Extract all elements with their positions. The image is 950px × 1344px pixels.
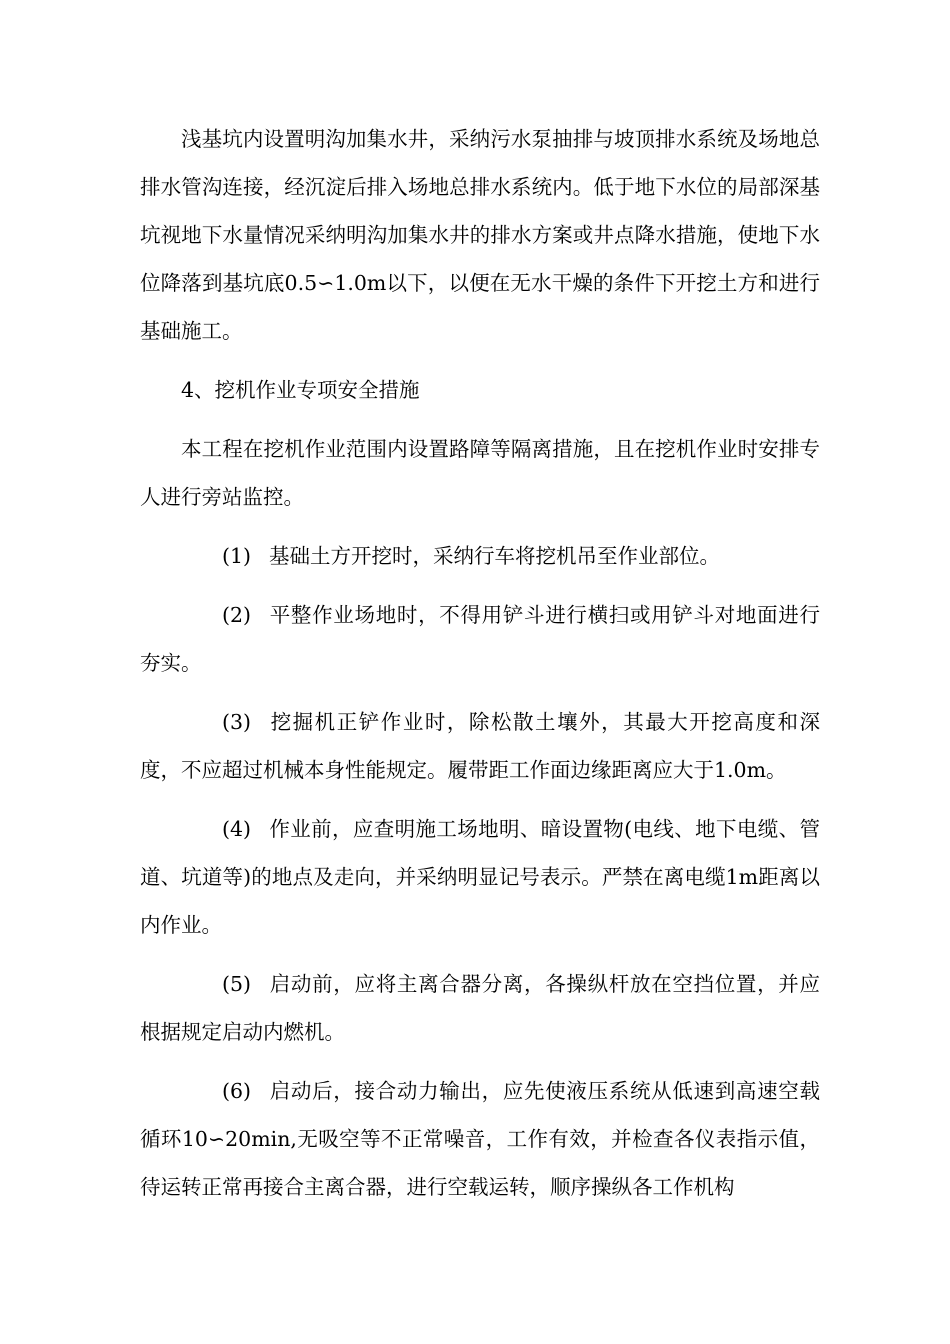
document-body	[140, 115, 820, 1222]
item-number: (1)	[222, 544, 252, 568]
paragraph-isolation: 本工程在挖机作业范围内设置路障等隔离措施，且在挖机作业时安排专人进行旁站监控。	[140, 437, 820, 509]
item-text: 基础土方开挖时，采纳行车将挖机吊至作业部位。	[269, 544, 721, 568]
list-item-2	[140, 591, 820, 687]
item-number: (6)	[222, 1079, 252, 1103]
item-text: 启动后，接合动力输出，应先使液压系统从低速到高速空载循环10∽20min,无吸空等不正常噪音，工作有效，并检查各仪表指示值，待运转正常再接合主离合器，进行空载运转，顺序操纵各工作机构	[140, 1079, 820, 1199]
list-item-6	[140, 1067, 820, 1211]
list-item-5	[140, 960, 820, 1056]
section-heading: 4、挖机作业专项安全措施	[181, 378, 420, 402]
item-text: 启动前，应将主离合器分离，各操纵杆放在空挡位置，并应根据规定启动内燃机。	[140, 972, 820, 1044]
item-number: (4)	[222, 817, 252, 841]
item-number: (3)	[222, 710, 252, 734]
paragraph-drainage: 浅基坑内设置明沟加集水井，采纳污水泵抽排与坡顶排水系统及场地总排水管沟连接，经沉淀后排入场地总排水系统内。低于地下水位的局部深基坑视地下水量情况采纳明沟加集水井的排水方案或井点降水措施，使地下水位降落到基坑底0.5∽1.0m以下，以便在无水干燥的条件下开挖土方和进行基础施工。	[140, 127, 820, 343]
item-text: 作业前，应查明施工场地明、暗设置物(电线、地下电缆、管道、坑道等)的地点及走向，并采纳明显记号表示。严禁在离电缆1m距离以内作业。	[140, 817, 820, 937]
list-item-3	[140, 698, 820, 794]
list-item-4	[140, 805, 820, 949]
item-number: (5)	[222, 972, 252, 996]
item-text: 平整作业场地时，不得用铲斗进行横扫或用铲斗对地面进行夯实。	[140, 603, 820, 675]
item-number: (2)	[222, 603, 252, 627]
item-text: 挖掘机正铲作业时，除松散土壤外，其最大开挖高度和深度，不应超过机械本身性能规定。履带距工作面边缘距离应大于1.0m。	[140, 710, 820, 782]
list-item-1	[140, 532, 820, 580]
